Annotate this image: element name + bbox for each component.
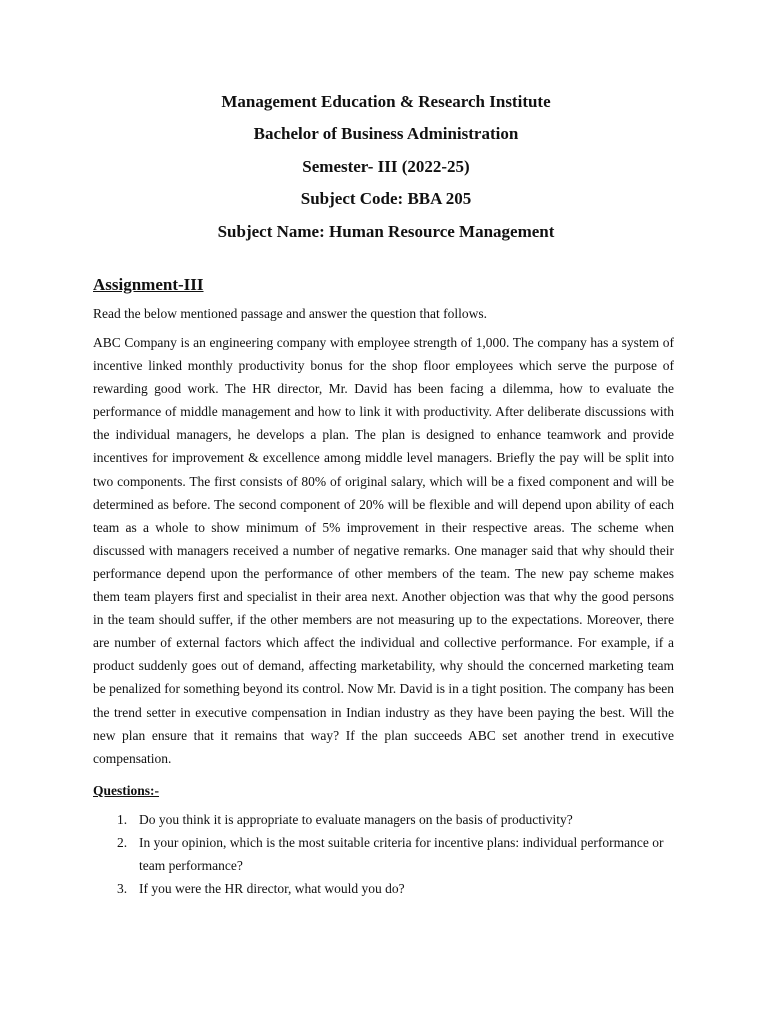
semester-line: Semester- III (2022-25) (302, 156, 470, 176)
assignment-intro: Read the below mentioned passage and answer the question that follows. (93, 306, 488, 321)
question-number: 1. (117, 812, 128, 827)
questions-list (93, 808, 675, 900)
question-item (93, 831, 675, 877)
case-passage: ABC Company is an engineering company with employee strength of 1,000. The company has a system of incentive linked monthly productivity bonus for the shop floor employees which serve the purpose of rewarding good work. The HR director, Mr. David has been facing a dilemma, how to evaluate the performance of middle management and how to link it with productivity. After deliberate discussions with the individual managers, he develops a plan. The plan is designed to enhance teamwork and provide incentives for improvement & excellence among middle level managers. Briefly the pay will be split into two components. The first consists of 80% of original salary, which will be a fixed component and will be determined as before. The second component of 20% will be flexible and will depend upon ability of each team as a whole to show minimum of 5% improvement in their respective areas. The scheme when discussed with managers received a number of negative remarks. One manager said that why should their performance depend upon the performance of other members of the team. The new pay scheme makes them team players first and specialist in their area next. Another objection was that why the good persons in the team should suffer, if the other members are not measuring up to the expectations. Moreover, there are number of external factors which affect the individual and collective performance. For example, if a product suddenly goes out of demand, affecting marketability, why should the concerned marketing team be penalized for something beyond its control. Now Mr. David is in a tight position. The company has been the trend setter in executive compensation in Indian industry as they have been paying the best. Will the new plan ensure that it remains that way? If the plan succeeds ABC set another trend in executive compensation. (93, 335, 674, 766)
question-text: Do you think it is appropriate to evaluate managers on the basis of productivity? (139, 812, 573, 827)
question-number: 3. (117, 881, 128, 897)
subject-name-line: Subject Name: Human Resource Management (217, 221, 555, 241)
assignment-title: Assignment-III (93, 275, 204, 294)
document-header (0, 86, 768, 248)
questions-title: Questions:- (93, 783, 160, 798)
institute-name: Management Education & Research Institute (221, 92, 551, 111)
question-text: In your opinion, which is the most suitable criteria for incentive plans: individual performance or team performance? (139, 835, 664, 874)
program-name: Bachelor of Business Administration (253, 124, 519, 144)
question-item (93, 808, 675, 831)
question-number: 2. (117, 835, 128, 851)
subject-code-line: Subject Code: BBA 205 (300, 189, 472, 209)
question-item (93, 877, 675, 900)
question-text: If you were the HR director, what would you do? (139, 881, 405, 897)
